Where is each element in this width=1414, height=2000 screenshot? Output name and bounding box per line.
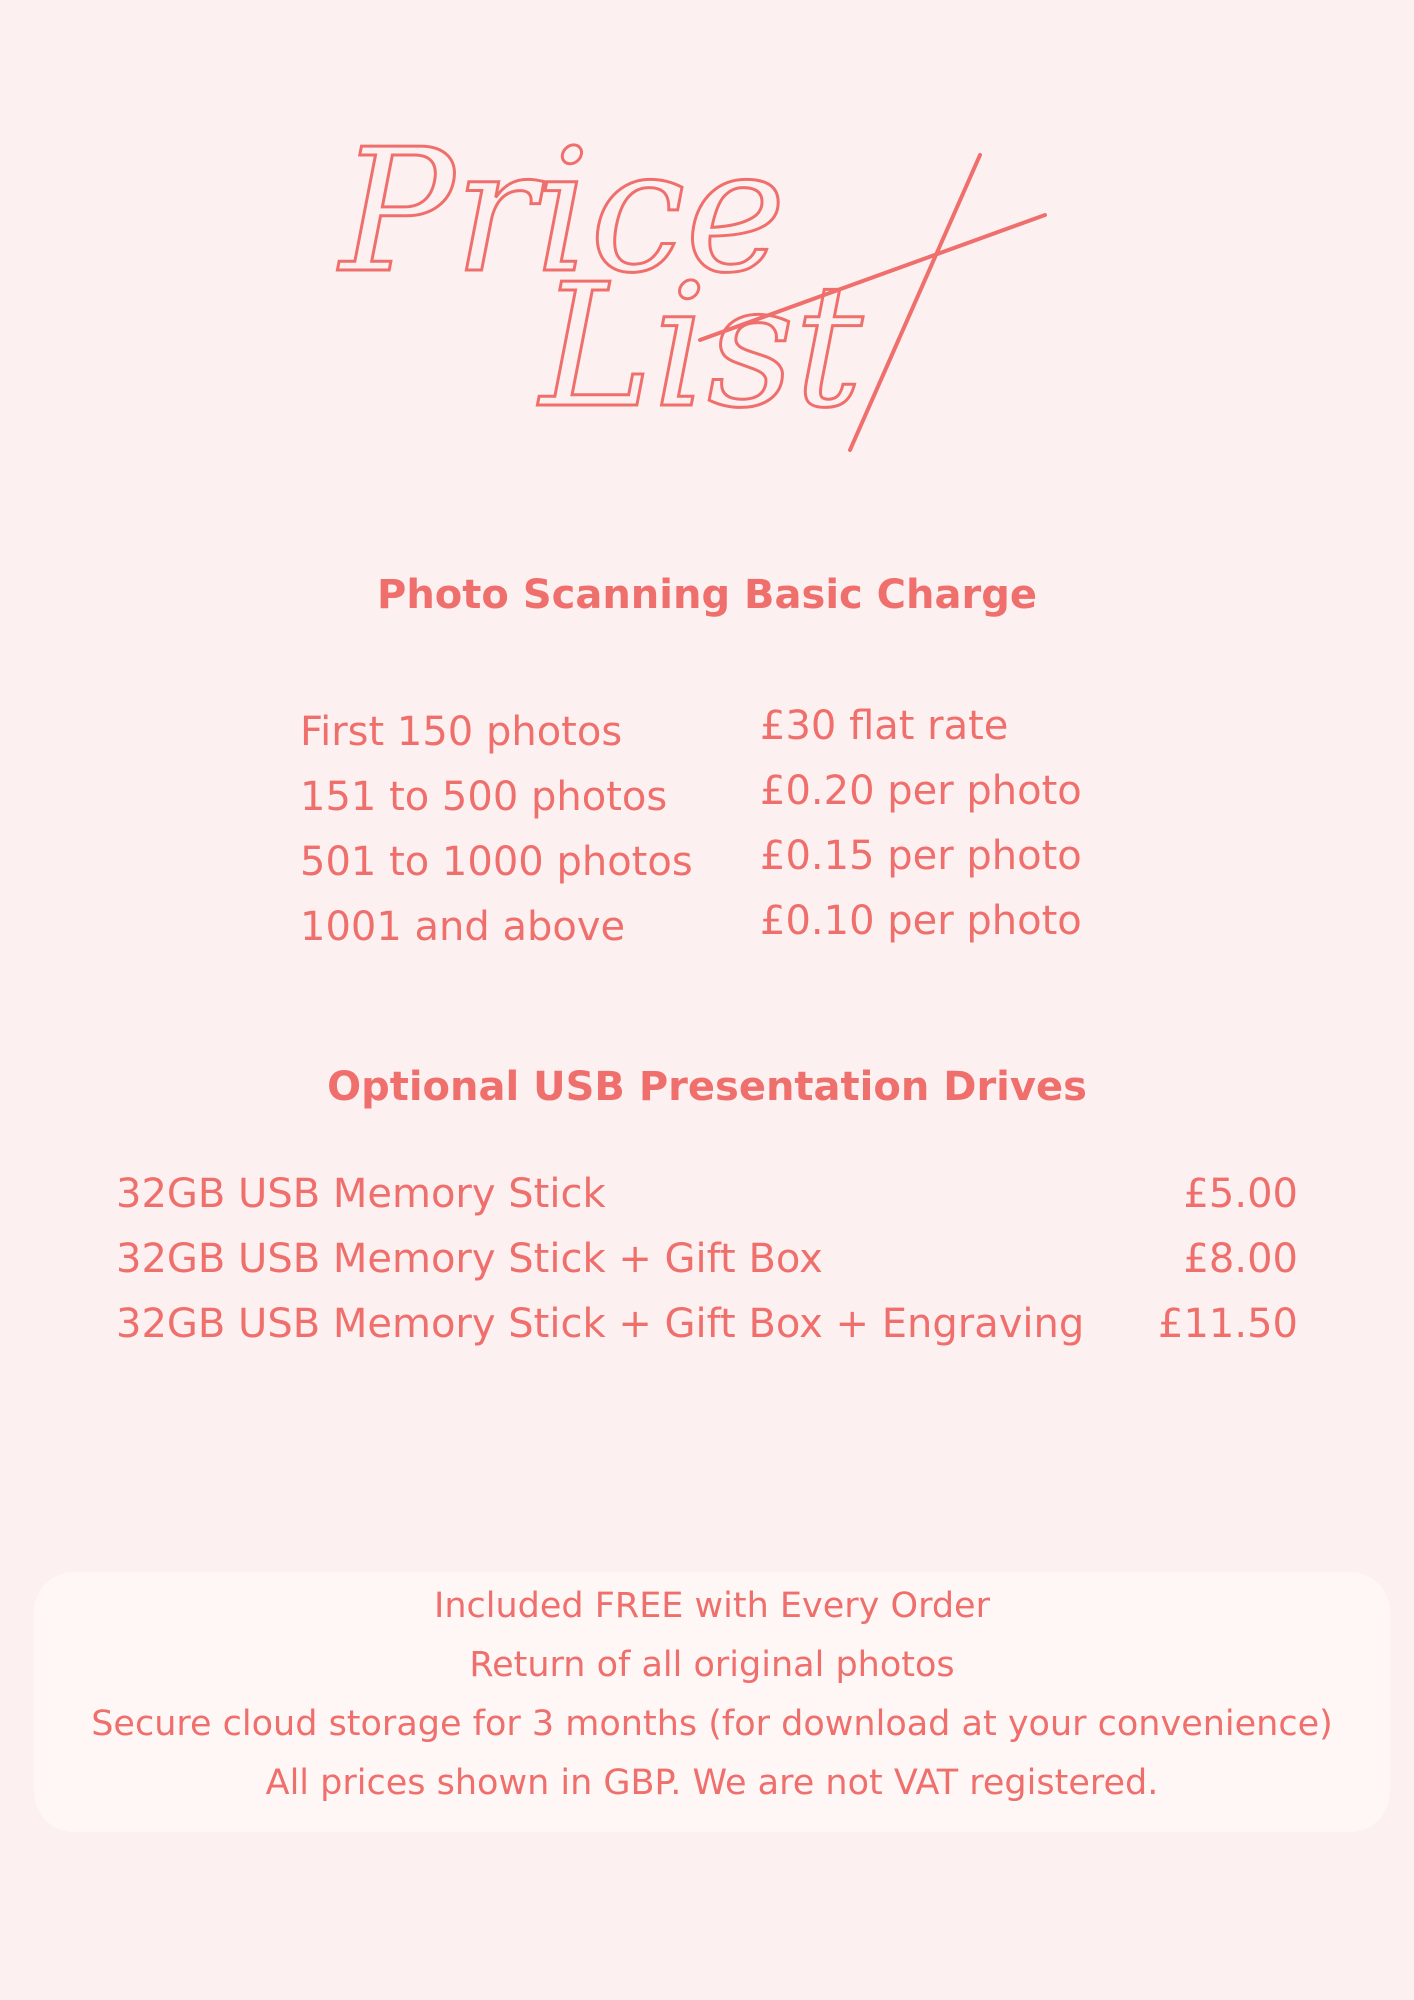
scanning-tier-price: £0.10 per photo xyxy=(760,898,1082,944)
title-script-graphic xyxy=(320,113,1080,480)
usb-item-price: £11.50 xyxy=(1158,1301,1298,1347)
scanning-tier-label: 151 to 500 photos xyxy=(300,774,668,820)
scanning-tier-price: £0.20 per photo xyxy=(760,768,1082,814)
title-flourish-stem xyxy=(850,155,980,450)
scanning-tier-label: First 150 photos xyxy=(300,709,623,755)
scanning-heading: Photo Scanning Basic Charge xyxy=(377,572,1037,618)
scanning-tier-label: 501 to 1000 photos xyxy=(300,839,693,885)
usb-row xyxy=(116,1292,1298,1357)
title-line-1: Price xyxy=(340,113,786,311)
scanning-tier-price: £30 flat rate xyxy=(760,703,1009,749)
usb-item-label: 32GB USB Memory Stick + Gift Box xyxy=(116,1236,823,1282)
vat-notice: All prices shown in GBP. We are not VAT registered. xyxy=(265,1763,1159,1803)
usb-heading: Optional USB Presentation Drives xyxy=(327,1064,1087,1110)
scanning-tier-prices xyxy=(760,694,1082,954)
included-heading: Included FREE with Every Order xyxy=(434,1586,990,1626)
included-item: Return of all original photos xyxy=(469,1645,955,1685)
scanning-tier-price: £0.15 per photo xyxy=(760,833,1082,879)
usb-item-label: 32GB USB Memory Stick xyxy=(116,1171,606,1217)
price-list-title xyxy=(320,113,1080,480)
usb-row xyxy=(116,1227,1298,1292)
title-line-2: List xyxy=(540,248,863,446)
usb-item-label: 32GB USB Memory Stick + Gift Box + Engraving xyxy=(116,1301,1085,1347)
usb-row xyxy=(116,1162,1298,1227)
usb-price-list xyxy=(116,1162,1298,1357)
included-item: Secure cloud storage for 3 months (for download at your convenience) xyxy=(91,1704,1333,1744)
usb-item-price: £8.00 xyxy=(1183,1236,1298,1282)
included-info-box xyxy=(34,1572,1390,1832)
usb-item-price: £5.00 xyxy=(1183,1171,1298,1217)
scanning-tier-label: 1001 and above xyxy=(300,904,626,950)
scanning-tier-labels xyxy=(300,700,693,960)
